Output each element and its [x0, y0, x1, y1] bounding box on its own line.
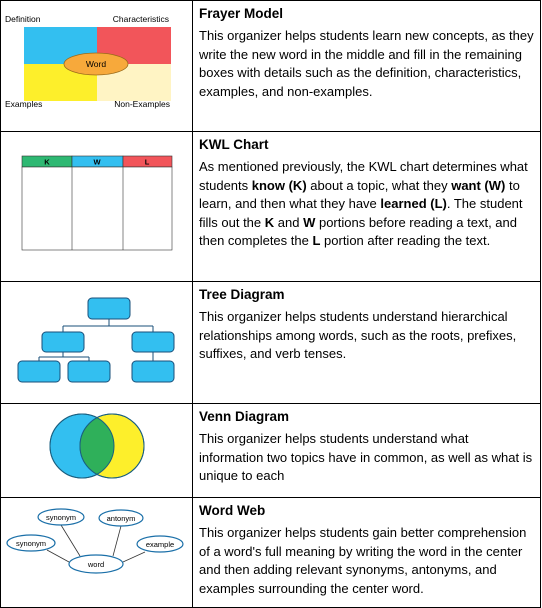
word-web-example-label: example [145, 540, 175, 549]
venn-diagram-title: Venn Diagram [199, 409, 290, 424]
word-web-diagram-cell [1, 498, 193, 608]
frayer-characteristics-label: Characteristics [112, 14, 169, 24]
kwl-w-label: W [93, 157, 101, 167]
tree-root-box [88, 298, 130, 319]
kwl-text-1: As mentioned previously, the KWL chart determines what students [199, 159, 528, 193]
kwl-chart-diagram-cell [1, 132, 193, 282]
frayer-model-description: This organizer helps students learn new concepts, as they write the new word in the middle and fill in the remaining boxes with details such as the definition, characteristics, examples, and non-examples. [199, 28, 534, 99]
word-web-description: This organizer helps students gain better comprehension of a word's full meaning by writing the word in the center and then adding relevant synonyms, antonyms, and examples surrounding the center word. [199, 525, 527, 596]
kwl-text-4: . The student fills out the [199, 196, 523, 230]
kwl-learned-emphasis: learned (L) [380, 196, 447, 211]
kwl-want-emphasis: want (W) [451, 177, 506, 193]
frayer-definition-label: Definition [5, 14, 41, 24]
tree-leaf-1-box [18, 361, 60, 382]
kwl-text-5: and [274, 214, 304, 230]
tree-diagram-description-cell [193, 282, 541, 404]
word-web-antonym-label: antonym [106, 514, 136, 523]
venn-diagram-row [1, 404, 541, 498]
kwl-text-7: portion after reading the text. [320, 233, 491, 248]
word-web-synonym-top-label: synonym [45, 513, 77, 522]
frayer-model-diagram [1, 1, 193, 126]
frayer-model-row [1, 1, 541, 132]
tree-branch-left-box [42, 332, 84, 352]
frayer-model-title: Frayer Model [199, 6, 284, 21]
kwl-w-emphasis: W [303, 214, 316, 230]
kwl-know-emphasis: know (K) [251, 177, 307, 193]
tree-leaf-3-box [132, 361, 174, 382]
tree-leaf-2-box [68, 361, 110, 382]
kwl-k-label: K [44, 157, 50, 167]
tree-diagram [1, 282, 193, 398]
venn-diagram-description: This organizer helps students understand what information two topics have in common, as well as what is unique to each [199, 431, 533, 483]
frayer-model-description-cell [193, 1, 541, 132]
kwl-chart-body [22, 167, 172, 250]
word-web-synonym-left-label: synonym [15, 539, 47, 548]
frayer-word-label: Word [85, 59, 107, 69]
word-web-description-cell [193, 498, 541, 608]
frayer-non-examples-label: Non-Examples [114, 99, 170, 109]
word-web-diagram [1, 498, 193, 602]
tree-branch-right-box [132, 332, 174, 352]
venn-diagram [1, 404, 193, 492]
venn-diagram-cell [1, 404, 193, 498]
kwl-k-emphasis: K [264, 214, 275, 230]
word-web-title: Word Web [199, 503, 266, 518]
tree-diagram-description: This organizer helps students understand hierarchical relationships among words, such as the roots, prefixes, suffixes, and verb tenses. [199, 309, 517, 361]
frayer-model-diagram-cell [1, 1, 193, 132]
venn-diagram-description-cell [193, 404, 541, 498]
kwl-l-label: L [144, 157, 150, 167]
tree-diagram-row [1, 282, 541, 404]
word-web-row [1, 498, 541, 608]
kwl-text-6: portions before reading a text, and then completes the [199, 214, 517, 248]
kwl-l-emphasis: L [312, 233, 321, 248]
kwl-chart-title: KWL Chart [199, 137, 269, 152]
kwl-chart-row [1, 132, 541, 282]
kwl-text-3: to learn, and then what they have [199, 177, 520, 211]
kwl-chart-description-cell [193, 132, 541, 282]
kwl-text-2: about a topic, what they [306, 177, 452, 193]
kwl-chart-description [199, 158, 534, 251]
frayer-examples-label: Examples [5, 99, 43, 109]
tree-diagram-title: Tree Diagram [199, 287, 285, 302]
word-web-center-label: word [87, 560, 105, 569]
tree-diagram-cell [1, 282, 193, 404]
kwl-chart-diagram [1, 132, 193, 276]
